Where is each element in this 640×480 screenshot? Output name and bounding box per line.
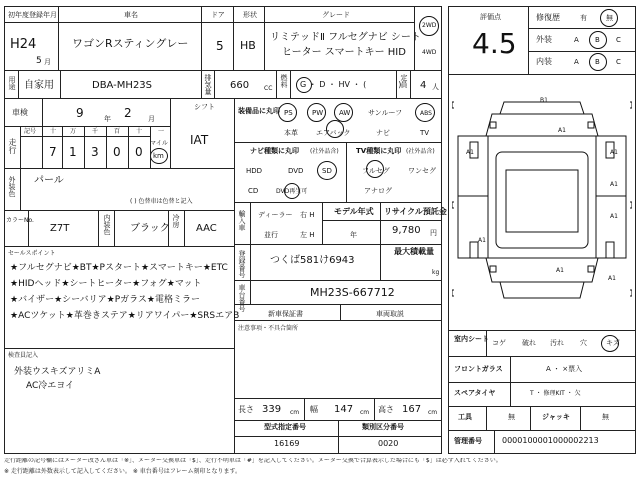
sales-point-2: ★HIDヘッド★シートヒーター★フォグ★マット (10, 279, 202, 289)
equip-pw: PW (312, 109, 324, 117)
reg-era-year: H24 (10, 37, 37, 52)
width-label: 幅 (310, 405, 318, 414)
door-label: ドア (211, 11, 225, 19)
tv-analog: アナログ (364, 187, 392, 195)
doors: 5 (216, 39, 224, 53)
footer-line-1: 走行距離の記号欄にはメーター改ざん車は「※」、メーター交換車は「$」、走行不明車は「#」を記入してください。メーター交換で合算表示した場合にも「$」は必ず入れてください。 (4, 458, 502, 464)
diag-a1-4: A1 (610, 181, 618, 188)
color-no: Z7T (50, 223, 70, 234)
mileage-cell-divider (150, 126, 151, 168)
chassis-label: 車台番号 (238, 284, 246, 312)
equip-sunroof: サンルーフ (368, 109, 403, 117)
mileage-cell-divider (128, 126, 129, 168)
sales-points-label: セールスポイント (8, 250, 56, 257)
import-label: 輸入車 (238, 210, 246, 231)
spare-options: T ・ 修理KIT ・ 欠 (530, 390, 581, 397)
shift: IAT (190, 133, 209, 147)
sales-point-3: ★バイザー★シーバリア★Pガラス★電格ミラー (10, 295, 200, 305)
height-unit: cm (428, 409, 438, 416)
diag-a1-1: A1 (558, 127, 566, 134)
recycle-value: 9,780 (392, 225, 421, 236)
repair-label: 修復歴 (536, 13, 560, 22)
reg-month-unit: 月 (44, 58, 51, 66)
navi-cd: CD (248, 187, 259, 195)
plate-value: つくば581け6943 (270, 255, 355, 266)
fullseg-circle (366, 160, 384, 178)
inspection-month: 2 (124, 106, 132, 120)
drive-2wd: 2WD (422, 22, 437, 29)
notes-label: 注意事項・不具合箇所 (238, 325, 299, 332)
footer-line-2: ※ 走行距離は外数表示して記入してください。 ※ 車台番号はフレーム刻印となります。 (4, 468, 242, 475)
car-name: ワゴンRスティングレー (72, 37, 189, 50)
length-unit: cm (290, 409, 300, 416)
chassis-value: MH23S-667712 (310, 286, 395, 299)
disp-unit: CC (264, 85, 273, 92)
equip-abs: ABS (420, 110, 432, 117)
length-label: 長さ (238, 405, 254, 414)
sales-point-1: ★フルセグナビ★BT★Pスタート★スマートキー★ETC (10, 263, 228, 273)
reg-month: 5 (36, 56, 42, 66)
diag-a1-5: A1 (610, 213, 618, 220)
mileage-digit-label: 千 (92, 128, 99, 135)
ext-a: A (574, 36, 579, 44)
tools-label: 工具 (458, 413, 472, 421)
navi-hdd: HDD (246, 167, 263, 175)
equip-tv: TV (420, 129, 430, 137)
inspector-label: 検査員記入 (8, 352, 39, 359)
mileage-unit-mile: マイル (150, 140, 168, 147)
pw-circle (307, 103, 326, 122)
int-b: B (595, 58, 600, 66)
interior-color-label: 内装色 (103, 214, 111, 235)
width-unit: cm (360, 409, 370, 416)
rating-label: 評価点 (480, 13, 501, 21)
height-label: 高さ (378, 405, 394, 414)
mileage-cell-divider (106, 126, 107, 168)
shape: HB (240, 39, 256, 52)
shape-label: 形状 (243, 11, 257, 19)
sales-point-4: ★ACツケット★革巻きステア★リアワイパー★SRSエアB (10, 311, 240, 321)
int-a: A (574, 58, 579, 66)
ext-c: C (616, 36, 621, 44)
ac-label: 冷房 (172, 214, 180, 228)
equip-leather: 本革 (284, 129, 298, 137)
mileage-digit-label: 記号 (24, 128, 37, 135)
jack-value: 無 (602, 413, 609, 421)
interior-sheet-item: キズ (606, 339, 620, 347)
repair-no: 無 (606, 14, 613, 22)
type-no-label: 型式指定番号 (264, 423, 306, 431)
equip-airbag: エアバック (316, 129, 351, 137)
color-no-label: カラーNo. (6, 217, 34, 224)
plate-label: 登録番号 (238, 250, 246, 278)
exterior-color: パール (34, 175, 64, 186)
exterior-label: 外装色 (8, 176, 16, 197)
doc-warranty: 新車保証書 (268, 310, 303, 318)
mileage-unit-km: km (153, 152, 164, 160)
navi-label: ナビ種類に丸印 (250, 147, 299, 155)
mileage-digit: 1 (69, 145, 77, 159)
drive-4wd: 4WD (422, 49, 437, 56)
interior-rating-label: 内装 (536, 57, 552, 66)
diag-a1-7: A1 (556, 267, 564, 274)
import-left: 左 H (300, 231, 315, 239)
equipment-label: 装備品に丸印 (238, 107, 280, 115)
mileage-cell-divider (84, 126, 85, 168)
mileage-digit: 0 (135, 145, 143, 159)
inspector-line-2: AC冷エヨイ (26, 381, 75, 391)
length: 339 (262, 404, 282, 415)
windshield-options: A ・ ×票入 (546, 365, 583, 373)
mileage-digit: 3 (91, 145, 99, 159)
jack-label: ジャッキ (542, 413, 570, 421)
model-year-unit: 年 (350, 231, 357, 239)
ext-b: B (595, 36, 600, 44)
mileage-digit-label: 百 (114, 128, 121, 135)
inspection-year-unit: 年 (104, 115, 111, 123)
mgmt-value: 0000100001000002213 (502, 436, 599, 445)
rating-score: 4.5 (472, 27, 517, 60)
interior-sheet-item: 破れ (522, 339, 536, 347)
repair-yes: 有 (580, 14, 587, 22)
class-no: 0020 (378, 439, 399, 448)
interior-sheet-item: コゲ (492, 339, 506, 347)
ext-b-circle (589, 31, 607, 49)
exterior-rating-label: 外装 (536, 35, 552, 44)
grade-line2: ヒーター スマートキー HID (282, 47, 406, 58)
mgmt-label: 管理番号 (454, 437, 482, 445)
interior-color: ブラック (130, 223, 170, 234)
model-code: DBA-MH23S (92, 80, 153, 91)
max-load-unit: kg (432, 269, 440, 276)
import-parallel: 並行 (264, 231, 278, 239)
recycle-unit: 円 (430, 229, 437, 237)
max-load-label: 最大積載量 (394, 247, 434, 256)
dvd-play-circle (284, 183, 300, 199)
use: 自家用 (24, 80, 54, 91)
shift-label: シフト (194, 103, 215, 111)
mileage-cell-divider (42, 126, 43, 168)
model-year-label: モデル年式 (334, 207, 374, 216)
airbag-circle (326, 120, 344, 138)
equip-aw: AW (339, 109, 351, 117)
fuel-label: 燃料 (280, 74, 288, 88)
interior-sheet-label: 室内シート (454, 335, 489, 343)
sd-circle (317, 161, 337, 180)
inspection-year: 9 (76, 106, 84, 120)
capacity: 4 (420, 80, 427, 91)
repair-no-circle (600, 9, 618, 27)
tools-value: 無 (508, 413, 515, 421)
grade-label: グレード (322, 11, 350, 19)
grade-line1: リミテッドⅡ フルセグナビ シート (270, 32, 421, 43)
diag-b1: B1 (540, 97, 548, 104)
mileage-digit: 0 (113, 145, 121, 159)
navi-sd: SD (322, 167, 332, 175)
equip-navi: ナビ (376, 129, 390, 137)
tv-oneseg: ワンセグ (408, 167, 436, 175)
mileage-digit-label: 万 (70, 128, 77, 135)
diag-a1-2: A1 (466, 149, 474, 156)
ps-circle (278, 103, 297, 122)
interior-sheet-item: 穴 (580, 339, 587, 347)
tv-label: TV種類に丸印 (356, 147, 402, 155)
exterior-note: ( ) 色替車は色替と記入 (130, 198, 193, 205)
spare-label: スペアタイヤ (454, 389, 496, 397)
equip-ps: PS (284, 109, 293, 117)
car-name-label: 車名 (124, 11, 138, 19)
tv-sub: (社外品含) (406, 148, 435, 155)
mileage-label: 走行 (8, 138, 17, 154)
windshield-label: フロントガラス (454, 365, 503, 373)
reg-year-label: 初年度登録年月 (8, 11, 57, 19)
int-b-circle (589, 53, 607, 71)
import-right: 右 H (300, 211, 315, 219)
ac: AAC (196, 223, 217, 234)
diag-a1-3: A1 (610, 149, 618, 156)
height: 167 (402, 404, 422, 415)
width: 147 (334, 404, 354, 415)
diag-a1-6: A1 (478, 237, 486, 244)
mileage-digit-label: 十 (136, 128, 143, 135)
doc-history: 車両取説 (376, 310, 404, 318)
capacity-unit: 人 (432, 83, 439, 91)
recycle-label: リサイクル預託金 (384, 207, 447, 216)
interior-sheet-item: 汚れ (550, 339, 564, 347)
int-c: C (616, 58, 621, 66)
tv-fullseg: フルセグ (362, 167, 390, 175)
car-damage-diagram (452, 92, 632, 322)
class-no-label: 類別区分番号 (362, 423, 404, 431)
inspection-label: 車検 (12, 108, 28, 117)
aw-circle (334, 103, 353, 122)
navi-dvd: DVD (288, 167, 304, 175)
mileage-digit-label: 一 (158, 128, 165, 135)
capacity-label: 定員 (400, 74, 408, 88)
mileage-digit-label: 十 (50, 128, 57, 135)
import-dealer: ディーラー (258, 211, 293, 219)
mileage-cell-divider (62, 126, 63, 168)
displacement: 660 (230, 80, 250, 91)
navi-dvd-play: DVD再生可 (276, 188, 308, 195)
type-no: 16169 (274, 439, 300, 448)
use-label: 用途 (8, 76, 16, 90)
disp-label: 排気量 (204, 74, 212, 95)
diag-a1-8: A1 (608, 275, 616, 282)
mileage-digit: 7 (49, 145, 57, 159)
inspection-month-unit: 月 (148, 115, 155, 123)
inspector-line-1: 外装ウスキズアリミA (14, 367, 101, 377)
abs-circle (415, 103, 435, 122)
fuel-options: G ・ D ・ HV ・ ( ) (300, 80, 402, 89)
navi-sub: (社外品含) (310, 148, 339, 155)
